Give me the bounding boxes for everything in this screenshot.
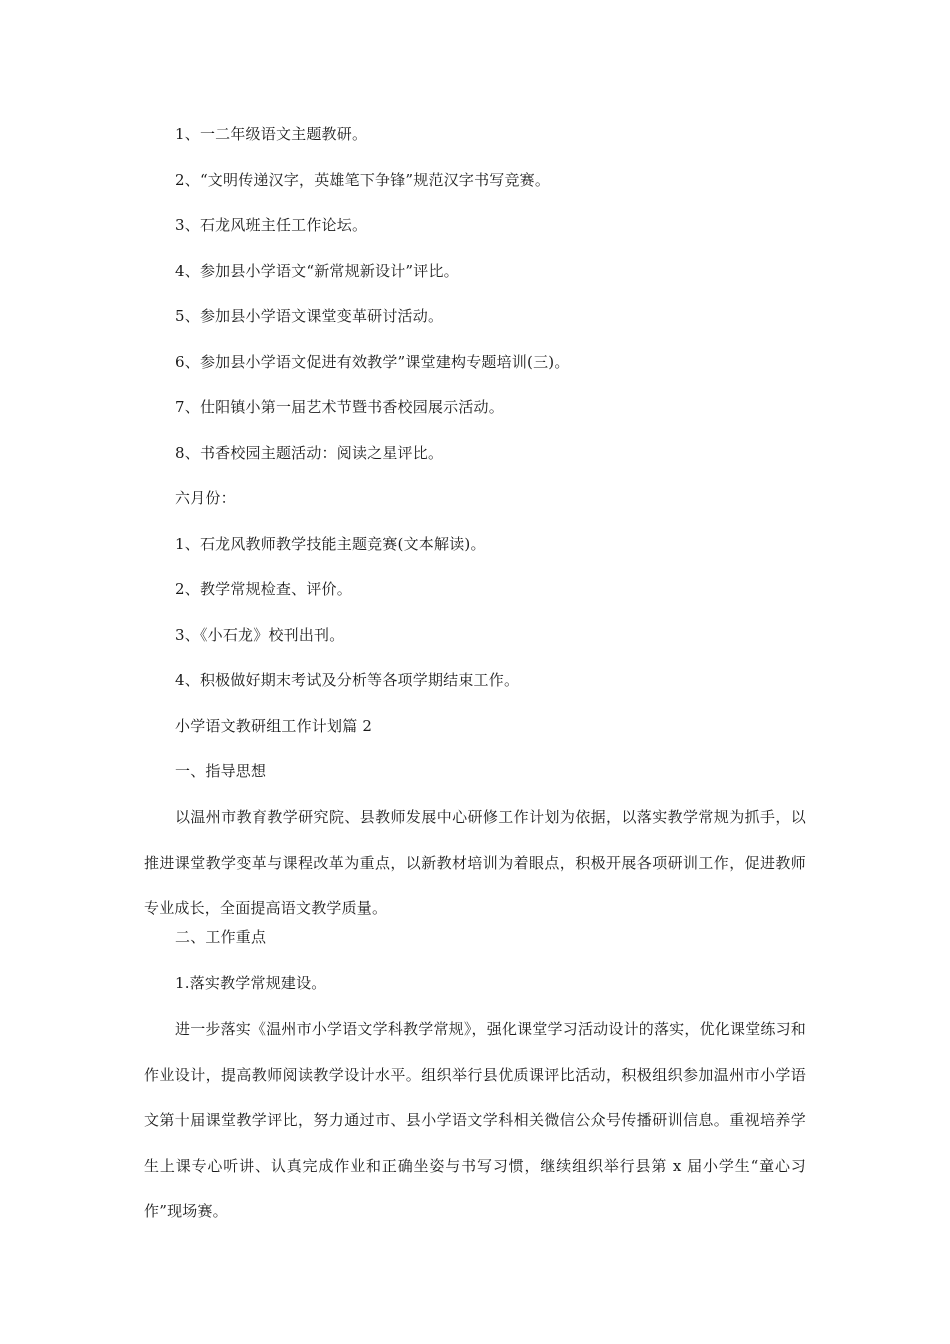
month-heading-june: 六月份： xyxy=(175,489,236,507)
list-item: 6、参加县小学语文促进有效教学”课堂建构专题培训(三)。 xyxy=(175,353,570,371)
list-item: 7、仕阳镇小第一届艺术节暨书香校园展示活动。 xyxy=(175,398,504,416)
paragraph-guiding-ideology: 以温州市教育教学研究院、县教师发展中心研修工作计划为依据，以落实教学常规为抓手，以推进课堂教学变革与课程改革为重点，以新教材培训为着眼点，积极开展各项研训工作，促进教师专业成长，全面提高语文教学质量。 xyxy=(144,808,806,917)
list-item: 5、参加县小学语文课堂变革研讨活动。 xyxy=(175,307,444,325)
list-item: 3、石龙风班主任工作论坛。 xyxy=(175,216,368,234)
list-item: 3、《小石龙》校刊出刊。 xyxy=(175,626,345,644)
list-item: 4、参加县小学语文“新常规新设计”评比。 xyxy=(175,262,459,280)
subheading-teaching-routine: 1.落实教学常规建设。 xyxy=(175,974,327,992)
list-item: 2、“文明传递汉字，英雄笔下争锋”规范汉字书写竞赛。 xyxy=(175,171,551,189)
heading-work-focus: 二、工作重点 xyxy=(175,928,267,946)
list-item: 4、积极做好期末考试及分析等各项学期结束工作。 xyxy=(175,671,520,689)
list-item: 1、石龙风教师教学技能主题竞赛(文本解读)。 xyxy=(175,535,486,553)
heading-guiding-ideology: 一、指导思想 xyxy=(175,762,267,780)
list-item: 1、一二年级语文主题教研。 xyxy=(175,125,368,143)
list-item: 8、书香校园主题活动：阅读之星评比。 xyxy=(175,444,444,462)
list-item: 2、教学常规检查、评价。 xyxy=(175,580,352,598)
section-title: 小学语文教研组工作计划篇 2 xyxy=(175,717,373,735)
paragraph-teaching-routine: 进一步落实《温州市小学语文学科教学常规》，强化课堂学习活动设计的落实，优化课堂练习和作业设计，提高教师阅读教学设计水平。组织举行县优质课评比活动，积极组织参加温州市小学语文第十届课堂教学评比，努力通过市、县小学语文学科相关微信公众号传播研训信息。重视培养学生上课专心听讲、认真完成作业和正确坐姿与书写习惯，继续组织举行县第 x 届小学生“童心习作”现场赛。 xyxy=(144,1020,806,1220)
